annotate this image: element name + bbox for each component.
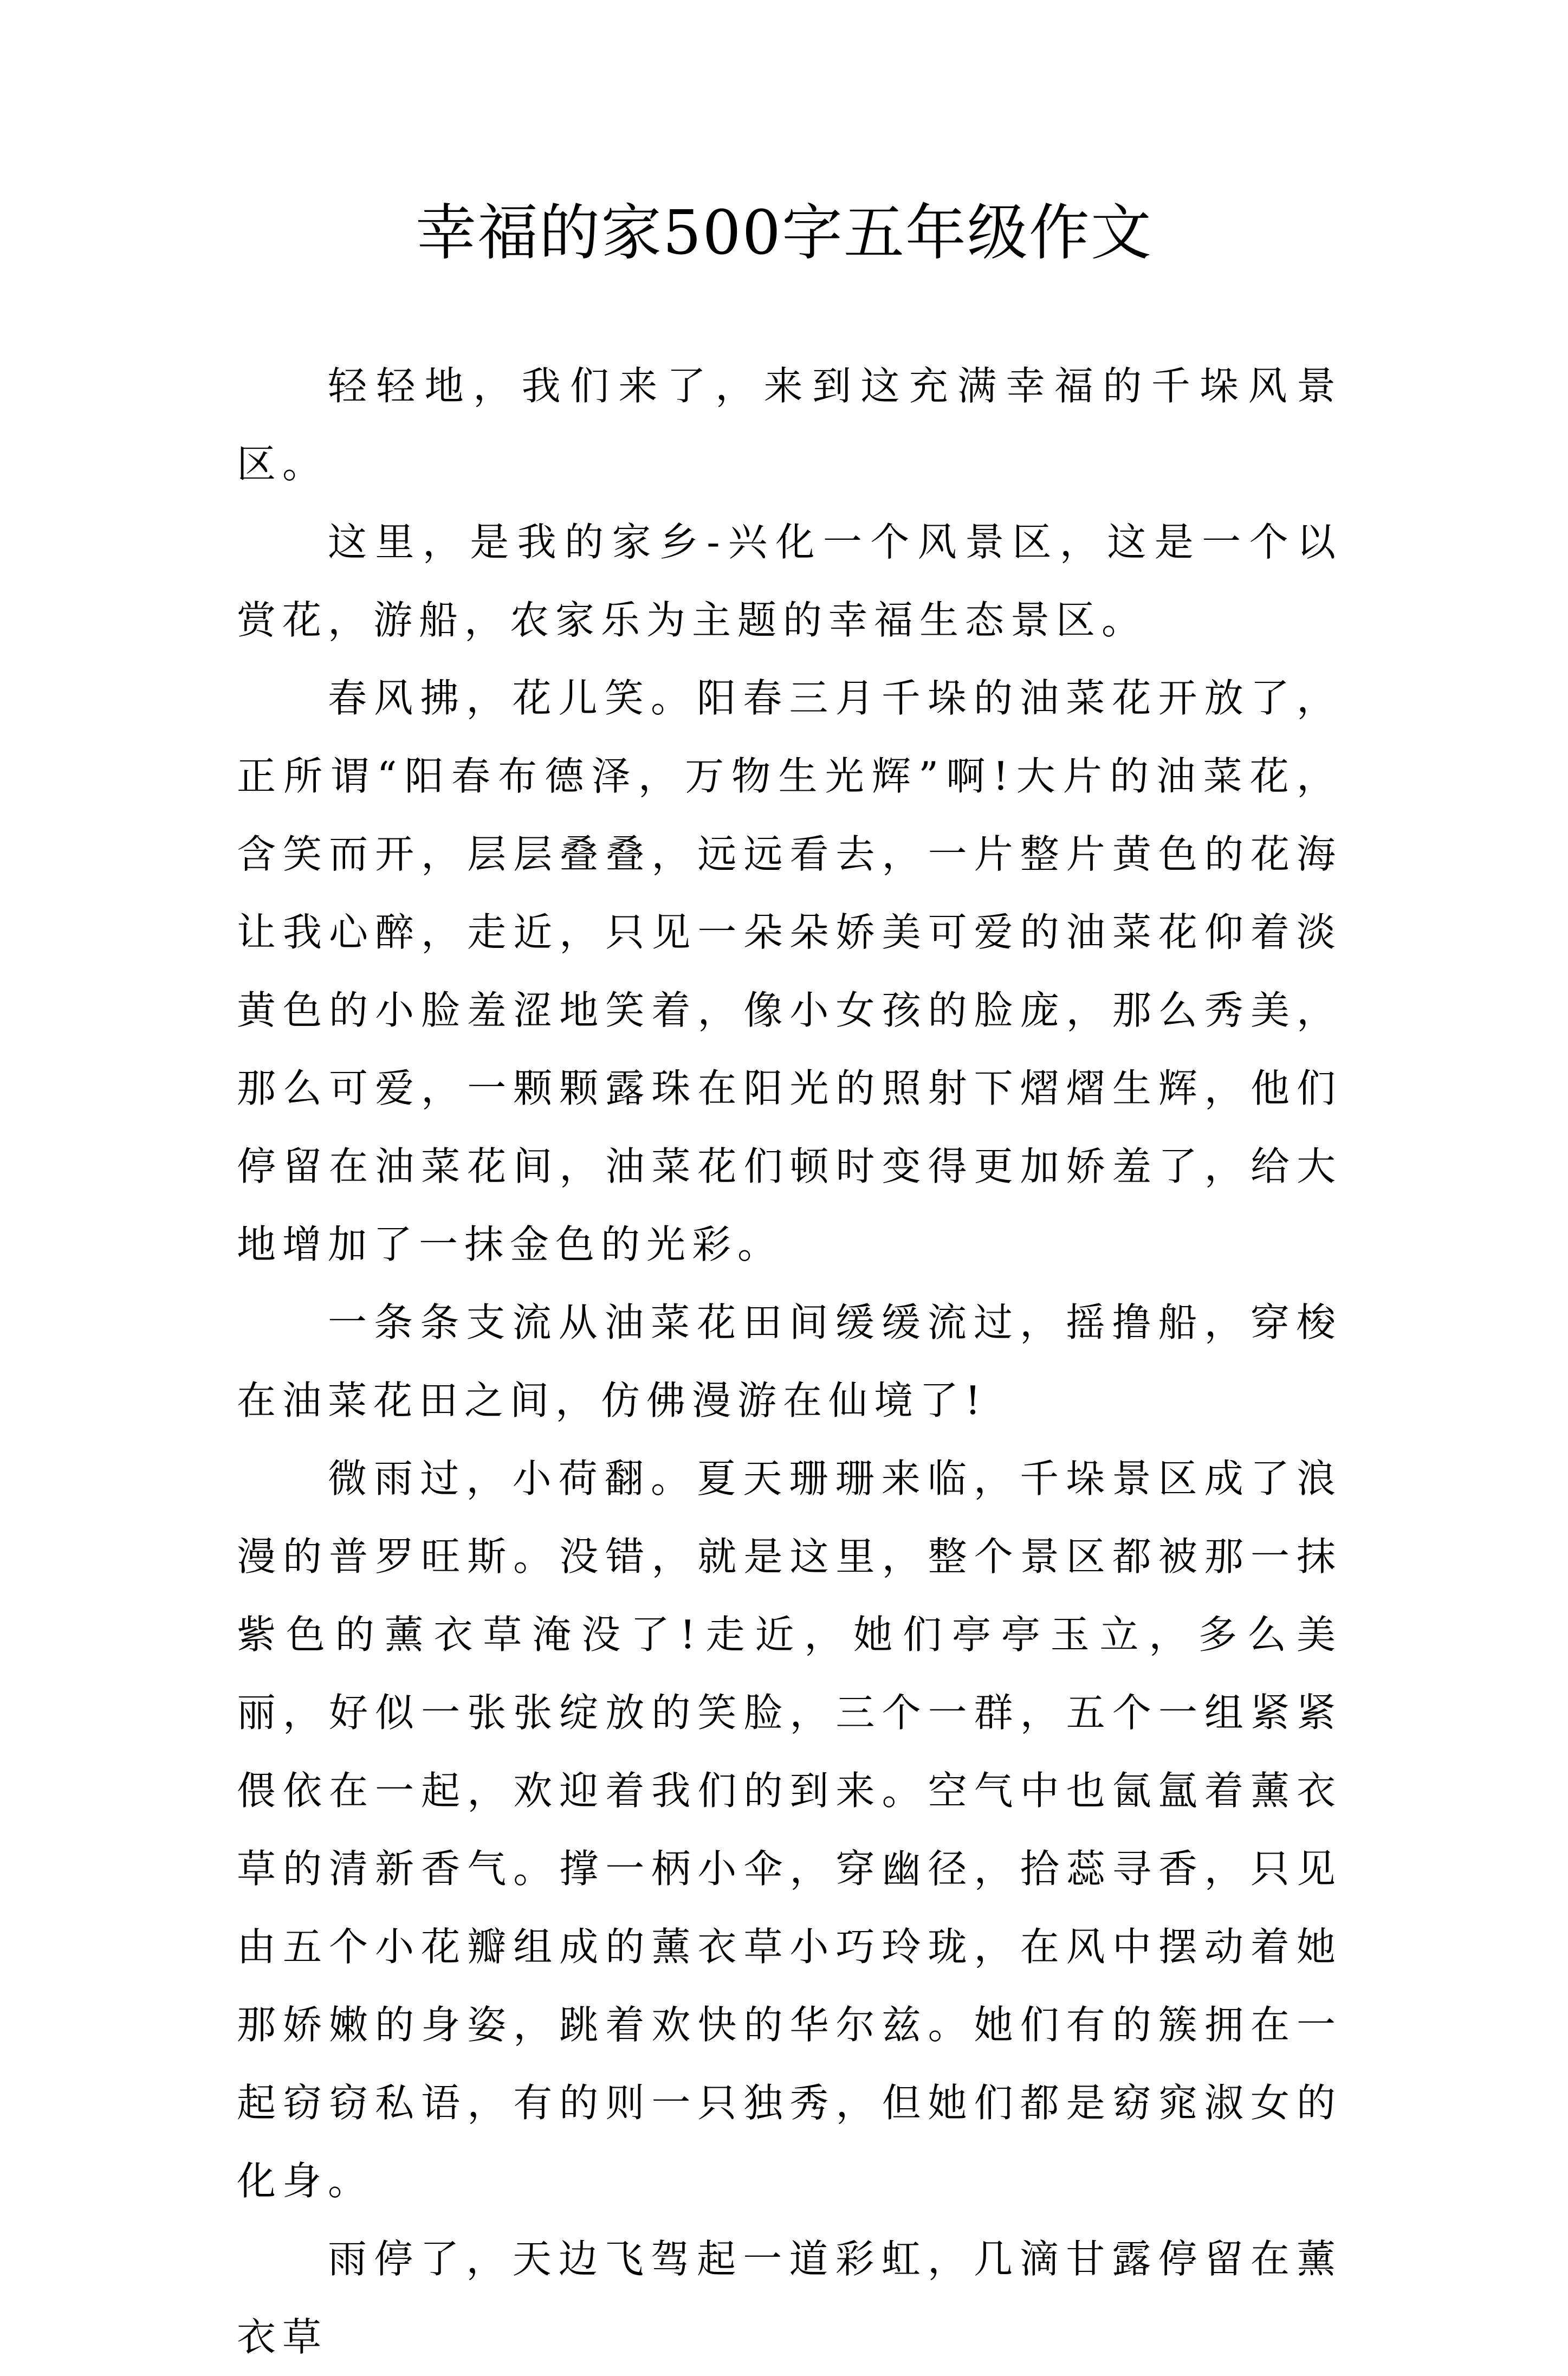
paragraph: 这里，是我的家乡-兴化一个风景区，这是一个以赏花，游船，农家乐为主题的幸福生态景区。	[237, 519, 1342, 643]
paragraph: 微雨过，小荷翻。夏天珊珊来临，千垛景区成了浪漫的普罗旺斯。没错，就是这里，整个景区都被那一抹紫色的薰衣草淹没了!走近，她们亭亭玉立，多么美丽，好似一张张绽放的笑脸，三个一群，五个一组紧紧偎依在一起，欢迎着我们的到来。空气中也氤氲着薰衣草的清新香气。撑一柄小伞，穿幽径，拾蕊寻香，只见由五个小花瓣组成的薰衣草小巧玲珑，在风中摆动着她那娇嫩的身姿，跳着欢快的华尔兹。她们有的簇拥在一起窃窃私语，有的则一只独秀，但她们都是窈窕淑女的化身。	[237, 1456, 1342, 2204]
paragraph: 春风拂，花儿笑。阳春三月千垛的油菜花开放了，正所谓“阳春布德泽，万物生光辉”啊!大片的油菜花，含笑而开，层层叠叠，远远看去，一片整片黄色的花海让我心醉，走近，只见一朵朵娇美可爱的油菜花仰着淡黄色的小脸羞涩地笑着，像小女孩的脸庞，那么秀美，那么可爱，一颗颗露珠在阳光的照射下熠熠生辉，他们停留在油菜花间，油菜花们顿时变得更加娇羞了，给大地增加了一抹金色的光彩。	[237, 675, 1342, 1267]
paragraph: 一条条支流从油菜花田间缓缓流过，摇撸船，穿梭在油菜花田之间，仿佛漫游在仙境了!	[237, 1300, 1342, 1423]
document-title: 幸福的家500字五年级作文	[416, 198, 1152, 268]
document-body	[237, 347, 1342, 2376]
paragraph: 轻轻地，我们来了，来到这充满幸福的千垛风景区。	[237, 363, 1342, 487]
paragraph: 雨停了，天边飞驾起一道彩虹，几滴甘露停留在薰衣草	[237, 2236, 1342, 2360]
